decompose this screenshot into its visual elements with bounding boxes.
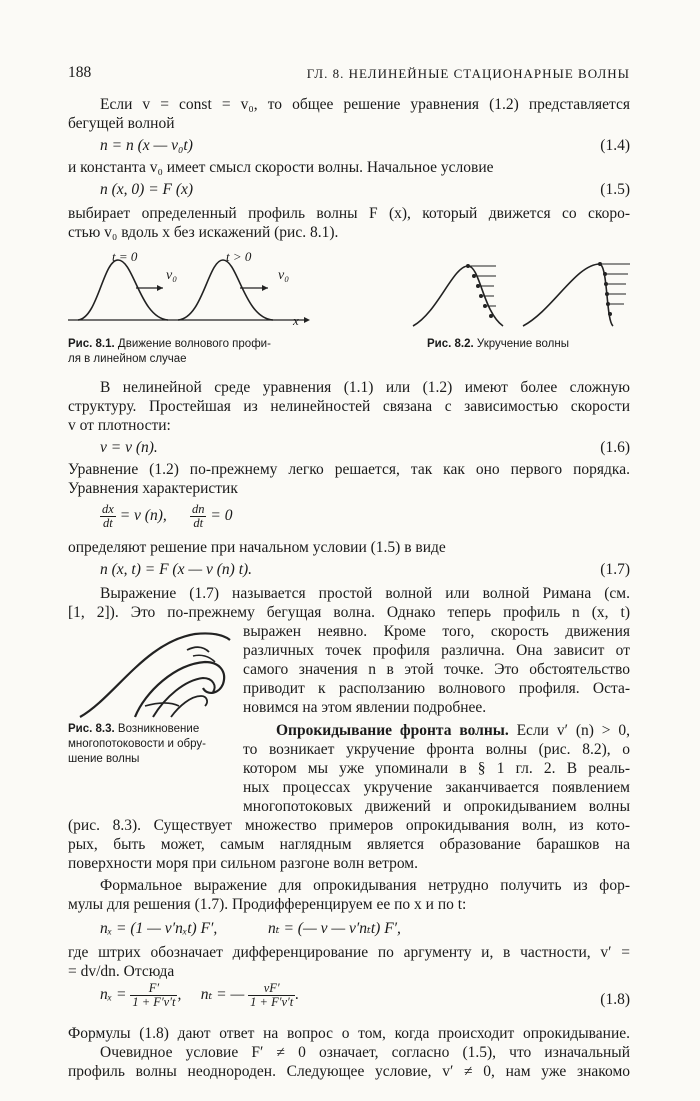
arrowhead-icon	[262, 285, 268, 291]
frac-dt-1: dt	[103, 516, 113, 530]
fig8-1-label-v1: v₀	[166, 268, 178, 283]
para8-line8: поверхности моря при сильном разгоне волн ветром.	[68, 855, 418, 872]
fig8-1-caption-label: Рис. 8.1.	[68, 338, 115, 350]
fig8-1-caption	[68, 337, 271, 367]
wave-curl-outer	[135, 662, 224, 717]
para4-line2: структуру. Простейшая из нелинейностей связана с зависимостью скорости	[68, 398, 630, 415]
fig8-1-label-v2: v₀	[278, 268, 290, 283]
para12-line2: профиль волны неоднороден. Следующее условие, v′ ≠ 0, нам уже знакомо	[68, 1063, 630, 1080]
eq1-8-frac1-den: 1 + F′v′t	[132, 995, 176, 1009]
equation-number-1-8: (1.8)	[600, 991, 630, 1008]
para4-line3: v от плотности:	[68, 417, 171, 434]
running-title: ГЛ. 8. НЕЛИНЕЙНЫЕ СТАЦИОНАРНЫЕ ВОЛНЫ	[306, 66, 630, 81]
para8-line5: многопотоковых движений и опрокидыванием волны	[243, 798, 630, 815]
arrowhead-icon	[157, 285, 163, 291]
char-eq-rhs1: = v (n),	[119, 507, 167, 525]
para1-line2: бегущей волной	[68, 115, 175, 132]
equation-number-1-4: (1.4)	[600, 137, 630, 154]
para8-line1-rest: Если v′ (n) > 0,	[516, 722, 630, 739]
para7-line6: приводит к расползанию волнового профиля. Оста-	[243, 680, 630, 697]
para8-heading: Опрокидывание фронта волны.	[276, 722, 509, 739]
frac-dt-2: dt	[193, 516, 204, 530]
equation-1-8: nₓ = $\frac{F'}{1 + F'v't}$ , nₜ = — $\frac{vF'}{1 + F'v't}$ .	[100, 981, 300, 1009]
para8-line1	[276, 720, 630, 741]
equation-1-5: n (x, 0) = F (x)	[100, 181, 194, 198]
para10-line2: = dv/dn. Отсюда	[68, 963, 175, 980]
fig8-1-label-t0: t = 0	[112, 249, 138, 264]
fig8-3-caption-line3: шение волны	[68, 753, 140, 765]
fig8-3-caption-line2: многопотоковости и обру-	[68, 738, 206, 750]
equation-1-7: n (x, t) = F (x — v (n) t).	[100, 561, 253, 578]
frac-dn: dn	[191, 502, 205, 516]
para7-line1: Выражение (1.7) называется простой волной или волной Римана (см.	[100, 585, 630, 602]
eq1-8-frac1-num: F′	[130, 982, 177, 996]
para5-line1: Уравнение (1.2) по-прежнему легко решается, так как оно первого порядка.	[68, 461, 630, 478]
para8-line7: рых, быть может, самым наглядным является образование барашков на	[68, 836, 630, 853]
fig8-2-caption-text: Укручение волны	[476, 338, 569, 350]
figure-8-2	[408, 252, 638, 332]
equation-number-1-5: (1.5)	[600, 181, 630, 198]
char-eq-rhs2: = 0	[210, 507, 233, 525]
para8-line2: то возникает укручение фронта волны (рис. 8.2), о	[243, 741, 630, 758]
para12-line1: Очевидное условие F′ ≠ 0 означает, согласно (1.5), что изначальный	[100, 1044, 630, 1061]
figure-8-1	[68, 248, 318, 338]
para9-line2: мулы для решения (1.7). Продифференцируем ее по x и по t:	[68, 896, 467, 913]
para8-line3: котором мы уже упоминали в § 1 гл. 2. В реаль-	[243, 760, 630, 777]
para3-line1: выбирает определенный профиль волны F (x), который движется со скоро-	[68, 205, 630, 222]
eq1-8-frac2-den: 1 + F′v′t	[250, 995, 294, 1009]
fig8-2-caption	[427, 337, 569, 352]
characteristic-equations	[100, 503, 232, 530]
para1-line1: Если v = const = v₀, то общее решение уравнения (1.2) представляется	[100, 96, 630, 113]
para7-line2: [1, 2]). Это по-прежнему бегущая волна. Однако теперь профиль n (x, t)	[68, 604, 630, 621]
equation-number-1-7: (1.7)	[600, 561, 630, 578]
eq1-8-frac2-num: vF′	[248, 982, 295, 996]
axis-arrowhead-icon	[304, 317, 310, 323]
foam-stroke-1	[187, 647, 209, 652]
fig8-3-caption-label: Рис. 8.3.	[68, 723, 115, 735]
para9-line1: Формальное выражение для опрокидывания нетрудно получить из фор-	[100, 877, 630, 894]
equation-nx: nₓ = (1 — v′nₓt) F′,	[100, 920, 218, 937]
equation-nt: nₜ = (— v — v′nₜt) F′,	[268, 920, 401, 937]
velocity-arrows-1	[470, 266, 496, 306]
fig8-1-caption-line2: ля в линейном случае	[68, 353, 187, 365]
para7-line4: различных точек профиля различна. Она зависит от	[243, 642, 630, 659]
fig8-1-label-x: x	[293, 313, 299, 328]
para10-line1: где штрих обозначает дифференцирование по аргументу и, в частности, v′ =	[68, 944, 630, 961]
para4-line1: В нелинейной среде уравнения (1.1) или (1.2) имеют более сложную	[100, 379, 630, 396]
wave-profile-t0	[78, 260, 168, 320]
wave-curl-inner	[171, 696, 207, 717]
figure-8-3	[75, 622, 235, 722]
equation-1-6: v = v (n).	[100, 439, 158, 456]
para6: определяют решение при начальном условии (1.5) в виде	[68, 539, 446, 556]
para7-line7: новимся на этом явлении подробнее.	[243, 699, 487, 716]
eq1-8-nx-lhs: nₓ =	[100, 986, 127, 1004]
equation-number-1-6: (1.6)	[600, 439, 630, 456]
para5-line2: Уравнения характеристик	[68, 480, 238, 497]
wave-profile-tpos	[178, 260, 273, 320]
page-number: 188	[68, 64, 92, 81]
para8-line6: (рис. 8.3). Существует множество примеров опрокидывания волн, из кото-	[68, 817, 630, 834]
fig8-3-caption	[68, 722, 238, 767]
para8-line4: ных процессах укручение заканчивается появлением	[243, 779, 630, 796]
fig8-1-caption-line1: Движение волнового профи-	[117, 338, 271, 350]
frac-dx: dx	[102, 502, 114, 516]
para7-line5: самого значения n в этой точке. Это обстоятельство	[243, 661, 630, 678]
profile-points-1	[466, 264, 493, 318]
para11: Формулы (1.8) дают ответ на вопрос о том, когда происходит опрокидывание.	[68, 1025, 630, 1042]
para7-line3: выражен неявно. Кроме того, скорость движения	[243, 623, 630, 640]
profile-points-2	[598, 262, 612, 316]
steepening-profile-2	[523, 264, 613, 326]
fig8-2-caption-label: Рис. 8.2.	[427, 338, 474, 350]
fig8-1-label-tpos: t > 0	[226, 249, 252, 264]
fig8-3-caption-line1: Возникновение	[117, 723, 200, 735]
equation-1-4: n = n (x — v₀t)	[100, 137, 193, 154]
eq1-8-nt-lhs: nₜ = —	[200, 986, 245, 1004]
para3-line2: стью v₀ вдоль x без искажений (рис. 8.1).	[68, 224, 339, 241]
para2: и константа v₀ имеет смысл скорости волны. Начальное условие	[68, 159, 494, 176]
